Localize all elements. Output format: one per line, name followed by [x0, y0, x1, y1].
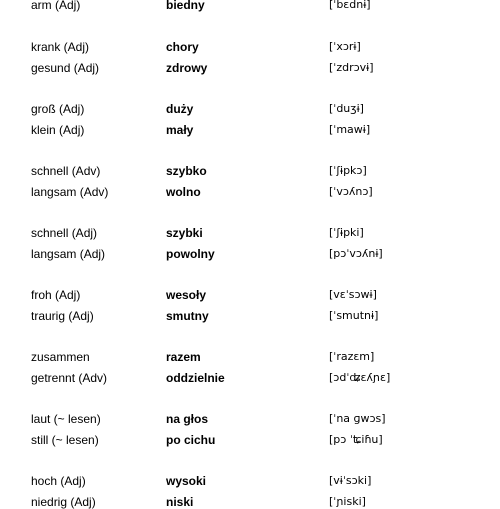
pronunciation: [pɔ ˈʨiɦu] [329, 433, 383, 446]
table-row [0, 0, 500, 19]
table-row [0, 61, 500, 82]
table-row [0, 164, 500, 185]
german-word: gesund (Adj) [31, 61, 100, 75]
table-row [0, 123, 500, 144]
polish-word: oddzielnie [166, 371, 225, 385]
polish-word: chory [166, 40, 199, 54]
table-row [0, 247, 500, 268]
pronunciation: [ˈbɛdnɨ] [329, 0, 371, 11]
table-row [0, 288, 500, 309]
polish-word: razem [166, 350, 201, 364]
polish-word: wolno [166, 185, 201, 199]
german-word: zusammen [31, 350, 90, 364]
german-word: schnell (Adj) [31, 226, 98, 240]
pronunciation: [ˈɲiski] [329, 495, 366, 508]
german-word: groß (Adj) [31, 102, 85, 116]
polish-word: szybki [166, 226, 203, 240]
pronunciation: [ˈmawɨ] [329, 123, 371, 136]
pronunciation: [ɔdˈʥɛʎɲɛ] [329, 371, 391, 384]
german-word: niedrig (Adj) [31, 495, 96, 509]
german-word: laut (~ lesen) [31, 412, 101, 426]
table-row [0, 102, 500, 123]
pronunciation: [ˈzdrɔvɨ] [329, 61, 374, 74]
german-word: langsam (Adv) [31, 185, 109, 199]
table-row [0, 40, 500, 61]
table-row [0, 185, 500, 206]
german-word: arm (Adj) [31, 0, 81, 12]
german-word: klein (Adj) [31, 123, 85, 137]
table-row [0, 350, 500, 371]
table-row [0, 495, 500, 509]
pronunciation: [ˈna ɡwɔs] [329, 412, 386, 425]
polish-word: mały [166, 123, 194, 137]
polish-word: niski [166, 495, 194, 509]
table-row [0, 433, 500, 454]
pronunciation: [vɛˈsɔwɨ] [329, 288, 377, 301]
german-word: schnell (Adv) [31, 164, 101, 178]
pronunciation: [vɨˈsɔki] [329, 474, 372, 487]
pronunciation: [pɔˈvɔʎnɨ] [329, 247, 383, 260]
german-word: krank (Adj) [31, 40, 90, 54]
polish-word: powolny [166, 247, 215, 261]
german-word: getrennt (Adv) [31, 371, 108, 385]
table-row [0, 226, 500, 247]
polish-word: wesoły [166, 288, 207, 302]
pronunciation: [ˈxɔrɨ] [329, 40, 361, 53]
table-row [0, 309, 500, 330]
pronunciation: [ˈʃɨpkɔ] [329, 164, 367, 177]
german-word: froh (Adj) [31, 288, 81, 302]
polish-word: na głos [166, 412, 209, 426]
table-row [0, 412, 500, 433]
pronunciation: [ˈsmutnɨ] [329, 309, 379, 322]
german-word: traurig (Adj) [31, 309, 94, 323]
polish-word: po cichu [166, 433, 216, 447]
pronunciation: [ˈduʒɨ] [329, 102, 364, 115]
table-row [0, 474, 500, 495]
pronunciation: [ˈrazɛm] [329, 350, 375, 363]
german-word: langsam (Adj) [31, 247, 106, 261]
pronunciation: [ˈʃɨpki] [329, 226, 364, 239]
polish-word: duży [166, 102, 194, 116]
polish-word: szybko [166, 164, 207, 178]
polish-word: zdrowy [166, 61, 208, 75]
polish-word: biedny [166, 0, 205, 12]
table-row [0, 371, 500, 392]
german-word: still (~ lesen) [31, 433, 99, 447]
polish-word: smutny [166, 309, 209, 323]
polish-word: wysoki [166, 474, 207, 488]
pronunciation: [ˈvɔʎnɔ] [329, 185, 373, 198]
german-word: hoch (Adj) [31, 474, 86, 488]
